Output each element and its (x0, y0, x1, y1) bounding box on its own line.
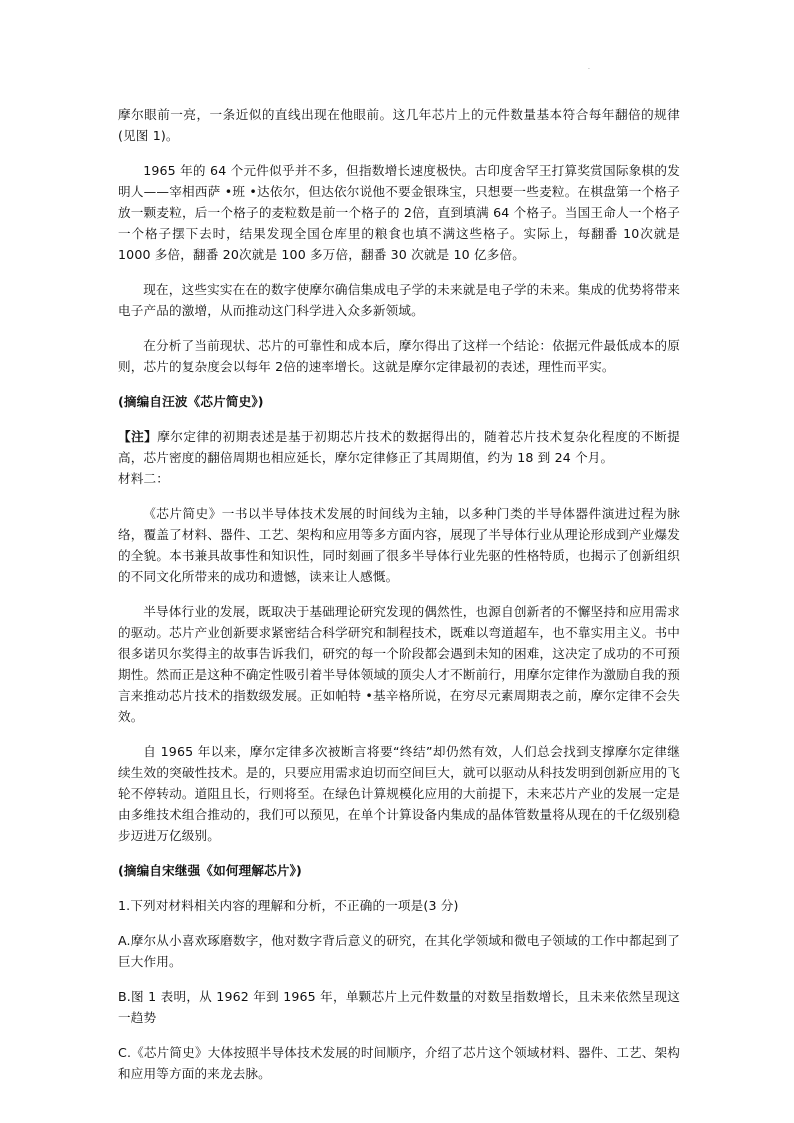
document-body (118, 104, 680, 1098)
material-2-label: 材料二： (118, 471, 169, 486)
question-stem: 1.下列对材料相关内容的理解和分析，不正确的一项是(3 分) (118, 898, 459, 913)
paragraph-6: 半导体行业的发展，既取决于基础理论研究发现的偶然性，也源自创新者的不懈坚持和应用需求的驱动。芯片产业创新要求紧密结合科学研究和制程技术，既难以弯道超车，也不靠实用主义。书中很多诺贝尔奖得主的故事告诉我们，研究的每一个阶段都会遇到未知的困难，这决定了成功的不可预期性。然而正是这种不确定性吸引着半导体领域的顶尖人才不断前行，用摩尔定律作为激励自我的预言来推动芯片技术的指数级发展。正如帕特 •基辛格所说，在穷尽元素周期表之前，摩尔定律不会失效。 (118, 604, 680, 724)
note-block (118, 426, 680, 489)
option-b: B.图 1 表明，从 1962 年到 1965 年，单颗芯片上元件数量的对数呈指数增长，且未来依然呈现这一趋势 (118, 989, 680, 1025)
paragraph-4: 在分析了当前现状、芯片的可靠性和成本后，摩尔得出了这样一个结论：依据元件最低成本的原则，芯片的复杂度会以每年 2倍的速率增长。这就是摩尔定律最初的表述，理性而平实。 (118, 338, 680, 374)
note-tag: 【注】 (118, 429, 158, 444)
paragraph-1: 摩尔眼前一亮，一条近似的直线出现在他眼前。这几年芯片上的元件数量基本符合每年翻倍的规律(见图 1)。 (118, 107, 680, 143)
paragraph-3: 现在，这些实实在在的数字使摩尔确信集成电子学的未来就是电子学的未来。集成的优势将带来电子产品的激增，从而推动这门科学进入众多新领域。 (118, 282, 680, 318)
paragraph-5: 《芯片简史》一书以半导体技术发展的时间线为主轴，以多种门类的半导体器件演进过程为脉络，覆盖了材料、器件、工艺、架构和应用等多方面内容，展现了半导体行业从理论形成到产业爆发的全貌。本书兼具故事性和知识性，同时刻画了很多半导体行业先驱的性格特质，也揭示了创新组织的不同文化所带来的成功和遗憾，读来让人感慨。 (118, 506, 680, 584)
source-citation-2: (摘编自宋继强《如何理解芯片》) (118, 863, 302, 878)
option-c: C.《芯片简史》大体按照半导体技术发展的时间顺序，介绍了芯片这个领域材料、器件、工艺、架构和应用等方面的来龙去脉。 (118, 1045, 680, 1081)
note-text: 摩尔定律的初期表述是基于初期芯片技术的数据得出的，随着芯片技术复杂化程度的不断提高，芯片密度的翻倍周期也相应延长，摩尔定律修正了其周期值，约为 18 到 24 个月。 (118, 429, 680, 465)
option-a: A.摩尔从小喜欢琢磨数字，他对数字背后意义的研究，在其化学领域和微电子领域的工作中都起到了巨大作用。 (118, 933, 680, 969)
paragraph-7: 自 1965 年以来，摩尔定律多次被断言将要“终结”却仍然有效，人们总会找到支撑摩尔定律继续生效的突破性技术。是的，只要应用需求迫切而空间巨大，就可以驱动从科技发明到创新应用的飞轮不停转动。道阻且长，行则将至。在绿色计算规模化应用的大前提下，未来芯片产业的发展一定是由多维技术组合推动的，我们可以预见，在单个计算设备内集成的晶体管数量将从现在的千亿级别稳步迈进万亿级别。 (118, 744, 680, 843)
header-mark: . (588, 64, 590, 71)
source-citation-1: (摘编自汪波《芯片简史》) (118, 394, 264, 409)
paragraph-2: 1965 年的 64 个元件似乎并不多，但指数增长速度极快。古印度舍罕王打算奖赏国际象棋的发明人——宰相西萨 •班 •达依尔，但达依尔说他不要金银珠宝，只想要一些麦粒。在棋盘第一个格子放一颗麦粒，后一个格子的麦粒数是前一个格子的 2倍，直到填满 64 个格子。当国王命人一个格子一个格子摆下去时，结果发现全国仓库里的粮食也填不满这些格子。实际上，每翻番 10次就是 1000 多倍，翻番 20次就是 100 多万倍，翻番 30 次就是 10 亿多倍。 (118, 163, 680, 262)
